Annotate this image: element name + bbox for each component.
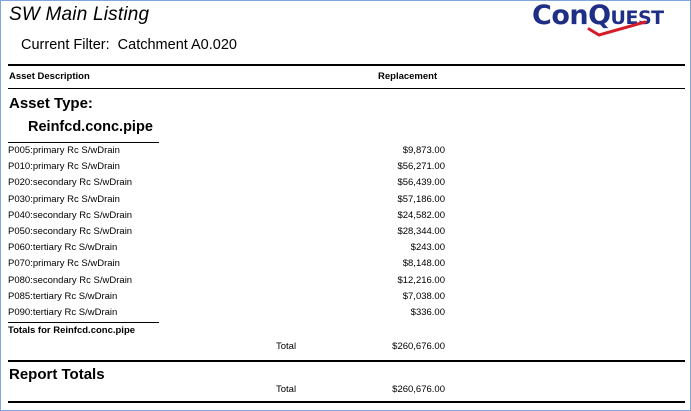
table-row [0, 161, 691, 177]
column-header-replacement: Replacement [378, 71, 438, 82]
replacement-amount: $24,582.00 [397, 209, 445, 221]
asset-description: P080:secondary Rc S/wDrain [8, 274, 133, 286]
table-row [0, 291, 691, 307]
asset-description: P085:tertiary Rc S/wDrain [8, 290, 118, 302]
replacement-amount: $9,873.00 [402, 145, 445, 156]
table-row [0, 275, 691, 291]
check-swoosh-icon [587, 20, 647, 38]
group-totals-label: Totals for Reinfcd.conc.pipe [8, 325, 136, 336]
group-total-label: Total [276, 341, 297, 352]
asset-description: P060:tertiary Rc S/wDrain [8, 242, 118, 254]
asset-description: P010:primary Rc S/wDrain [8, 161, 120, 173]
asset-description: P050:secondary Rc S/wDrain [8, 226, 133, 237]
table-row [0, 177, 691, 193]
report-bottom-rule [8, 401, 685, 403]
report-total-label: Total [276, 384, 297, 395]
replacement-amount: $12,216.00 [397, 274, 445, 286]
report-totals-rule [8, 360, 685, 362]
table-row [0, 258, 691, 274]
replacement-amount: $57,186.00 [397, 193, 445, 205]
report-totals-label: Report Totals [9, 366, 105, 383]
asset-description: P090:tertiary Rc S/wDrain [8, 307, 118, 318]
replacement-amount: $28,344.00 [397, 226, 445, 237]
table-row [0, 210, 691, 226]
table-row [0, 226, 691, 242]
current-filter [21, 37, 237, 53]
conquest-logo [532, 0, 688, 40]
group-rule [8, 142, 159, 143]
group-totals-rule [8, 322, 159, 323]
replacement-amount: $56,271.00 [397, 161, 445, 173]
asset-description: P070:primary Rc S/wDrain [8, 258, 120, 270]
table-row [0, 307, 691, 323]
report-title: SW Main Listing [9, 4, 150, 25]
replacement-amount: $56,439.00 [397, 177, 445, 189]
header-top-rule [8, 64, 685, 66]
asset-type-name: Reinfcd.conc.pipe [28, 119, 153, 135]
report-total-amount: $260,676.00 [392, 384, 445, 395]
logo-wordmark: ConQUEST [532, 0, 664, 31]
column-header-description: Asset Description [9, 71, 90, 82]
replacement-amount: $7,038.00 [402, 290, 445, 302]
replacement-amount: $336.00 [410, 307, 445, 318]
table-row [0, 145, 691, 161]
group-total-amount: $260,676.00 [392, 341, 445, 352]
asset-type-label: Asset Type: [9, 95, 93, 112]
asset-description: P005:primary Rc S/wDrain [8, 145, 120, 156]
table-row [0, 194, 691, 210]
filter-value: Catchment A0.020 [117, 37, 237, 53]
asset-description: P040:secondary Rc S/wDrain [8, 209, 133, 221]
replacement-amount: $243.00 [410, 242, 445, 254]
asset-description: P030:primary Rc S/wDrain [8, 193, 120, 205]
asset-description: P020:secondary Rc S/wDrain [8, 177, 133, 189]
header-bottom-rule [8, 88, 685, 89]
table-row [0, 242, 691, 258]
filter-label: Current Filter: [21, 37, 110, 53]
replacement-amount: $8,148.00 [402, 258, 445, 270]
